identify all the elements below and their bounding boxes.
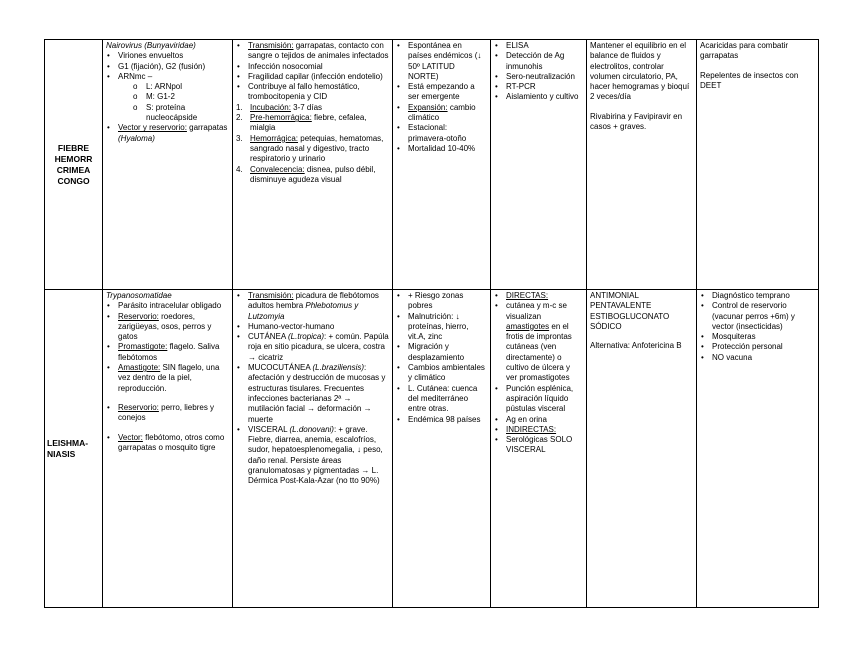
treat-text: Alternativa: Anfotericina B [590, 341, 682, 351]
agent-item: • Amastigote: SIN flagelo, una vez dentro de la piel, reproducción. [106, 363, 229, 394]
disease-table [44, 39, 819, 608]
epi-item: • Endémica 98 países [396, 415, 487, 425]
diag-item: • Aislamiento y cultivo [494, 92, 583, 102]
diag-item: • RT-PCR [494, 82, 583, 92]
clinic-item: • VISCERAL (L.donovani): + grave. Fiebre, diarrea, anemia, escalofríos, sudor, hepatoesplenomegalia, ↓ peso, daño renal. Persiste áreas granulomatosas y pigmentadas → L. Dérmica Post-Kala-Azar (no tto 90%) [236, 425, 389, 487]
agent-cell-leish [103, 290, 233, 608]
treat-text: Mantener el equilibrio en el balance de fluidos y electrolitos, controlar volumen circulatorio, PA, hacer hemogramas y bioquí 2 veces/día [590, 41, 690, 102]
row-cchf [45, 40, 819, 290]
clinic-phase: 3. Hemorrágica: petequias, hematomas, sangrado nasal y digestivo, tracto respiratorio y urinario [236, 134, 389, 165]
agent-item: • G1 (fijación), G2 (fusión) [106, 62, 229, 72]
epi-item: • Expansión: cambio climático [396, 103, 487, 124]
clinic-item: • Transmisión: garrapatas, contacto con sangre o tejidos de animales infectados [236, 41, 389, 62]
diag-item: • cutánea y m-c se visualizan amastigotes en el frotis de improntas cutáneas (ven directamente) o cultivo de úlcera y ver promastigotes [494, 301, 583, 383]
agent-item: • Reservorio: roedores, zarigüeyas, osos, perros y gatos [106, 312, 229, 343]
agent-item: • ARNmc – o L: ARNpol o M: G1-2 o S: proteína nucleocápside [106, 72, 229, 123]
prev-cell-leish [697, 290, 819, 608]
treat-cell-leish [587, 290, 697, 608]
agent-item: • Reservorio: perro, liebres y conejos [106, 403, 229, 424]
epi-item: • Migración y desplazamiento [396, 342, 487, 363]
clinic-item: • CUTÁNEA (L.tropica): + común. Papúla roja en sitio picadura, se ulcera, costra → cicatriz [236, 332, 389, 363]
agent-family: Nairovirus (Bunyaviridae) [106, 41, 196, 50]
prev-item: • Mosquiteras [700, 332, 815, 342]
diag-item: • ELISA [494, 41, 583, 51]
clinic-phase: 4. Convalecencia: disnea, pulso débil, disminuye agudeza visual [236, 165, 389, 186]
diag-item: • Ag en orina [494, 415, 583, 425]
epi-item: • Estacional: primavera-otoño [396, 123, 487, 144]
diag-item: • DIRECTAS: [494, 291, 583, 301]
prev-item: • Diagnóstico temprano [700, 291, 815, 301]
clinic-cell-leish [233, 290, 393, 608]
prev-text: Repelentes de insectos con DEET [700, 70, 799, 90]
diag-item: • Punción esplénica, aspiración líquido pústulas visceral [494, 384, 583, 415]
epi-item: • Mortalidad 10-40% [396, 144, 487, 154]
epi-item: • Cambios ambientales y climático [396, 363, 487, 384]
prev-item: • Control de reservorio (vacunar perros +6m) y vector (insecticidas) [700, 301, 815, 332]
row-leishmaniasis [45, 290, 819, 608]
diag-item: • Sero-neutralización [494, 72, 583, 82]
treat-cell-cchf [587, 40, 697, 290]
prev-text: Acaricidas para combatir garrapatas [700, 41, 789, 61]
segment-item: o S: proteína nucleocápside [130, 103, 229, 124]
prev-item: • NO vacuna [700, 353, 815, 363]
clinic-item: • Humano-vector-humano [236, 322, 389, 332]
diag-item: • INDIRECTAS: [494, 425, 583, 435]
epi-item: • Espontánea en países endémicos (↓ 50º LATITUD NORTE) [396, 41, 487, 82]
epi-item: • L. Cutánea: cuenca del mediterráneo entre otras. [396, 384, 487, 415]
segment-item: o M: G1-2 [130, 92, 229, 102]
clinic-item: • Transmisión: picadura de flebótomos adultos hembra Phlebotomus y Lutzomyia [236, 291, 389, 322]
agent-item: • Parásito intracelular obligado [106, 301, 229, 311]
clinic-item: • MUCOCUTÁNEA (L.braziliensis): afectación y destrucción de mucosas y estructuras tisulares. Frecuentes infecciones bacterianas 2ª → mutilación facial → deformación → muerte [236, 363, 389, 425]
agent-item: • Vector: flebótomo, otros como garrapatas o mosquito tigre [106, 433, 229, 454]
agent-item-vector: • Vector y reservorio: garrapatas (Hyaloma) [106, 123, 229, 144]
epi-item: • Está empezando a ser emergente [396, 82, 487, 103]
clinic-item: • Fragilidad capilar (infección endotelio) [236, 72, 389, 82]
diag-item: • Detección de Ag inmunohis [494, 51, 583, 72]
treat-text: Rivabirina y Favipiravir en casos + graves. [590, 111, 683, 132]
agent-item: • Viriones envueltos [106, 51, 229, 61]
disease-name-cchf: FIEBRE HEMORR CRIMEA CONGO [45, 40, 103, 290]
disease-name-leish: LEISHMA-NIASIS [45, 290, 103, 608]
diag-cell-leish [491, 290, 587, 608]
agent-item: • Promastigote: flagelo. Saliva flebótomos [106, 342, 229, 363]
clinic-item: • Contribuye al fallo hemostático, trombocitopenia y CID [236, 82, 389, 103]
clinic-phase: 2. Pre-hemorrágica: fiebre, cefalea, mialgia [236, 113, 389, 134]
epi-item: • Malnutrición: ↓ proteínas, hierro, vit.A, zinc [396, 312, 487, 343]
agent-family: Trypanosomatidae [106, 291, 172, 300]
epi-cell-leish [393, 290, 491, 608]
segment-item: o L: ARNpol [130, 82, 229, 92]
diag-item: • Serológicas SOLO VISCERAL [494, 435, 583, 456]
prev-cell-cchf [697, 40, 819, 290]
clinic-cell-cchf [233, 40, 393, 290]
treat-text: ANTIMONIAL PENTAVALENTE ESTIBOGLUCONATO SÓDICO [590, 291, 670, 331]
diag-cell-cchf [491, 40, 587, 290]
epi-cell-cchf [393, 40, 491, 290]
agent-cell-cchf [103, 40, 233, 290]
clinic-phase: 1. Incubación: 3-7 días [236, 103, 389, 113]
clinic-item: • Infección nosocomial [236, 62, 389, 72]
prev-item: • Protección personal [700, 342, 815, 352]
epi-item: • + Riesgo zonas pobres [396, 291, 487, 312]
